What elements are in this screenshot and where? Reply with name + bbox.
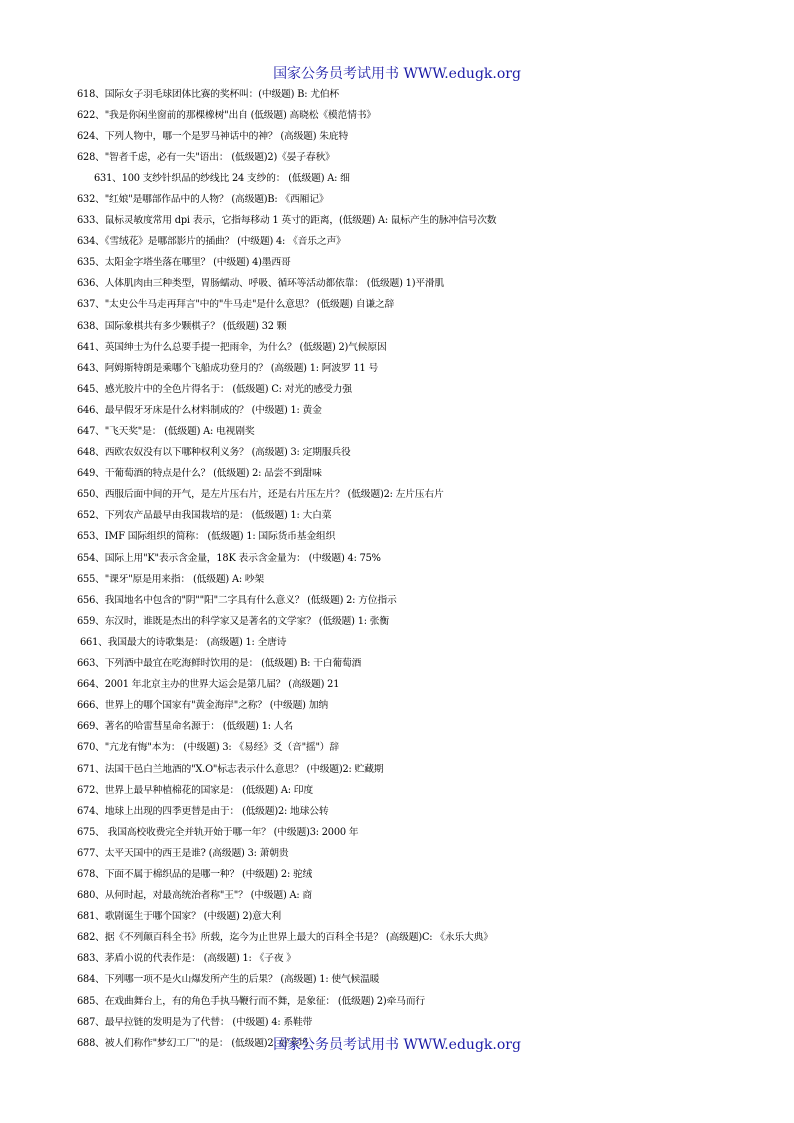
list-item: 636、人体肌肉由三种类型，胃肠蠕动、呼吸、循环等活动都依靠： (低级题) 1)平滑肌 xyxy=(77,278,445,290)
list-item: 622、"我是你闲坐窗前的那棵橡树"出自 (低级题) 高晓松《模范情书》 xyxy=(77,109,376,121)
list-item: 675、 我国高校收费完全并轨开始于哪一年？ (中级题)3: 2000 年 xyxy=(77,826,359,838)
list-item: 674、地球上出现的四季更替是由于： (低级题)2: 地球公转 xyxy=(77,805,329,817)
list-item: 648、西欧农奴没有以下哪种权利义务？ (高级题) 3: 定期服兵役 xyxy=(77,447,351,459)
list-item: 632、"红娘"是哪部作品中的人物？ (高级题)B: 《西厢记》 xyxy=(77,193,329,205)
list-item: 684、下列哪一项不是火山爆发所产生的后果？ (高级题) 1: 使气候温暖 xyxy=(77,974,380,986)
list-item: 683、茅盾小说的代表作是： (高级题) 1: 《子夜 》 xyxy=(77,953,296,965)
list-item: 650、西服后面中间的开气，是左片压右片，还是右片压左片？ (低级题)2: 左片压右片 xyxy=(77,489,444,501)
list-item: 663、下列酒中最宜在吃海鲜时饮用的是： (低级题) B: 干白葡萄酒 xyxy=(77,658,362,670)
list-item: 624、下列人物中，哪一个是罗马神话中的神？ (高级题) 朱庇特 xyxy=(77,130,349,142)
list-item: 631、100 支纱针织品的纱线比 24 支纱的： (低级题) A: 细 xyxy=(94,172,350,184)
list-item: 637、"太史公牛马走再拜言"中的"牛马走"是什么意思？ (低级题) 自谦之辞 xyxy=(77,299,395,311)
list-item: 656、我国地名中包含的"阴""阳"二字具有什么意义？ (低级题) 2: 方位指示 xyxy=(77,594,397,606)
list-item: 645、感光胶片中的全色片得名于： (低级题) C: 对光的感受力强 xyxy=(77,383,352,395)
list-item: 671、法国干邑白兰地酒的"X.O"标志表示什么意思？ (中级题)2: 贮藏期 xyxy=(77,763,384,775)
question-list xyxy=(0,84,794,1054)
list-item: 664、2001 年北京主办的世界大运会是第几届？ (高级题) 21 xyxy=(77,679,340,691)
list-item: 646、最早假牙牙床是什么材料制成的？ (中级题) 1: 黄金 xyxy=(77,404,322,416)
page-header: 国家公务员考试用书 WWW.edugk.org xyxy=(273,66,521,82)
list-item: 634、《雪绒花》是哪部影片的插曲？ (中级题) 4: 《音乐之声》 xyxy=(77,236,346,248)
list-item: 654、国际上用"K"表示含金量，18K 表示含金量为： (中级题) 4: 75% xyxy=(77,552,381,564)
list-item: 633、鼠标灵敏度常用 dpi 表示，它指每移动 1 英寸的距离，(低级题) A: 鼠标产生的脉冲信号次数 xyxy=(77,215,497,227)
list-item: 680、从何时起，对最高统治者称"王"？ (中级题) A: 商 xyxy=(77,890,313,902)
list-item: 666、世界上的哪个国家有"黄金海岸"之称？ (中级题) 加纳 xyxy=(77,700,328,712)
list-item: 647、"飞天奖"是： (低级题) A: 电视剧奖 xyxy=(77,426,255,437)
list-item: 682、据《不列颠百科全书》所载，迄今为止世界上最大的百科全书是？ (高级题)C: 《永乐大典》 xyxy=(77,932,493,944)
list-item: 687、最早拉链的发明是为了代替： (中级题) 4: 系鞋带 xyxy=(77,1016,313,1028)
list-item: 681、歌剧诞生于哪个国家？ (中级题) 2)意大利 xyxy=(77,911,281,923)
list-item: 678、下面不属于棉织品的是哪一种？ (中级题) 2: 驼绒 xyxy=(77,868,313,880)
list-item: 685、在戏曲舞台上，有的角色手执马鞭行而不舞，是象征： (低级题) 2)牵马而行 xyxy=(77,995,425,1007)
list-item: 628、"智者千虑，必有一失"语出： (低级题)2)《晏子春秋》 xyxy=(77,151,335,163)
list-item: 688、被人们称作"梦幻工厂"的是： (低级题)2: 好莱坞 xyxy=(77,1037,309,1049)
list-item: 652、下列农产品最早由我国栽培的是： (低级题) 1: 大白菜 xyxy=(77,510,332,522)
page-footer: 国家公务员考试用书 WWW.edugk.org xyxy=(273,1037,521,1053)
list-item: 661、我国最大的诗歌集是： (高级题) 1: 全唐诗 xyxy=(80,636,287,648)
list-item: 618、国际女子羽毛球团体比赛的奖杯叫：(中级题) B: 尤伯杯 xyxy=(77,88,339,100)
list-item: 677、太平天国中的西王是谁? (高级题) 3: 萧朝贵 xyxy=(77,847,289,859)
list-item: 670、"亢龙有悔"本为： (中级题) 3: 《易经》爻（音"摇"）辞 xyxy=(77,742,339,754)
list-item: 672、世界上最早种植棉花的国家是： (低级题) A: 印度 xyxy=(77,784,313,796)
list-item: 659、东汉时，谁既是杰出的科学家又是著名的文学家？ (低级题) 1: 张衡 xyxy=(77,615,389,627)
list-item: 641、英国绅士为什么总要手提一把雨伞，为什么？ (低级题) 2)气候原因 xyxy=(77,341,387,353)
list-item: 638、国际象棋共有多少颗棋子？ (低级题) 32 颗 xyxy=(77,320,287,332)
list-item: 643、阿姆斯特朗是乘哪个飞船成功登月的？ (高级题) 1: 阿波罗 11 号 xyxy=(77,362,379,374)
list-item: 655、"课牙"原是用来指： (低级题) A: 吵架 xyxy=(77,573,265,585)
list-item: 649、干葡萄酒的特点是什么？ (低级题) 2: 品尝不到甜味 xyxy=(77,468,322,480)
list-item: 669、著名的哈雷彗星命名源于： (低级题) 1: 人名 xyxy=(77,721,293,733)
list-item: 653、IMF 国际组织的简称： (低级题) 1: 国际货币基金组织 xyxy=(77,531,336,543)
list-item: 635、太阳金字塔坐落在哪里？ (中级题) 4)墨西哥 xyxy=(77,257,291,269)
